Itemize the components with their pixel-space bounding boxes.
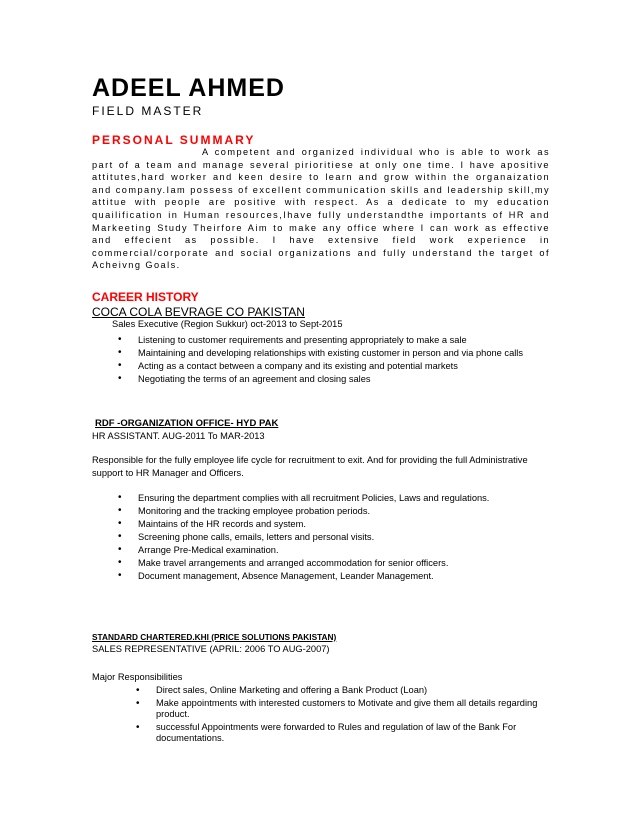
- list-item: • Listening to customer requirements and presenting appropriately to make a sale: [118, 334, 552, 346]
- company-standard-chartered: STANDARD CHARTERED.KHI (PRICE SOLUTIONS PAKISTAN): [92, 632, 337, 642]
- list-item: • Screening phone calls, emails, letters and personal visits.: [118, 531, 538, 543]
- personal-summary-body: A competent and organized individual who is able to work as part of a team and manage several pirioritiese at only one time. I have apositive attitutes,hard worker and keen desire to learn and grow within the organaization and company.Iam possess of excellent communication skills and leadership skill,my attitue with people are positive with respect. As a dedicate to my education quailification in Human resources,Ihave fully understandthe importants of HR and Markeeting Study Theirfore Aim to make any office where I can work as effective and effecient as possible. I have extensive field work experience in commercial/corporate and social organizations and fully understand the target of Acheivng Goals.: [92, 147, 550, 271]
- list-item: • Direct sales, Online Marketing and offering a Bank Product (Loan): [136, 685, 550, 697]
- personal-summary-heading: PERSONAL SUMMARY: [92, 133, 256, 147]
- rdf-duties: [118, 492, 538, 583]
- list-item: • Make appointments with interested customers to Motivate and give them all details regarding product.: [136, 698, 550, 721]
- list-item: • Negotiating the terms of an agreement and closing sales: [118, 373, 552, 385]
- candidate-name: ADEEL AHMED: [92, 74, 285, 102]
- standard-chartered-duties: [136, 685, 550, 746]
- list-item: • Make travel arrangements and arranged accommodation for senior officers.: [118, 557, 538, 569]
- role-rdf: HR ASSISTANT. AUG-2011 To MAR-2013: [92, 431, 265, 441]
- list-item: • successful Appointments were forwarded to Rules and regulation of law of the Bank For documentations.: [136, 722, 550, 745]
- role-standard-chartered: SALES REPRESENTATIVE (APRIL: 2006 TO AUG-2007): [92, 644, 330, 654]
- major-responsibilities-label: Major Responsibilities: [92, 672, 183, 682]
- list-item: • Maintaining and developing relationships with existing customer in person and via phone calls: [118, 347, 552, 359]
- list-item: • Document management, Absence Management, Leander Management.: [118, 570, 538, 582]
- career-history-heading: CAREER HISTORY: [92, 290, 199, 304]
- rdf-description: Responsible for the fully employee life cycle for recruitment to exit. And for providing the full Administrative support to HR Manager and Officers.: [92, 455, 528, 478]
- company-rdf: RDF -ORGANIZATION OFFICE- HYD PAK: [95, 418, 279, 429]
- company-coca-cola: COCA COLA BEVRAGE CO PAKISTAN: [92, 305, 305, 319]
- role-coca-cola: Sales Executive (Region Sukkur) oct-2013 to Sept-2015: [112, 319, 343, 329]
- list-item: • Monitoring and the tracking employee probation periods.: [118, 505, 538, 517]
- personal-summary-text: [92, 146, 550, 272]
- candidate-title: FIELD MASTER: [92, 104, 204, 118]
- list-item: • Ensuring the department complies with all recruitment Policies, Laws and regulations.: [118, 492, 538, 504]
- coca-cola-duties: [118, 334, 552, 386]
- list-item: • Acting as a contact between a company and its existing and potential markets: [118, 360, 552, 372]
- list-item: • Arrange Pre-Medical examination.: [118, 544, 538, 556]
- list-item: • Maintains of the HR records and system.: [118, 518, 538, 530]
